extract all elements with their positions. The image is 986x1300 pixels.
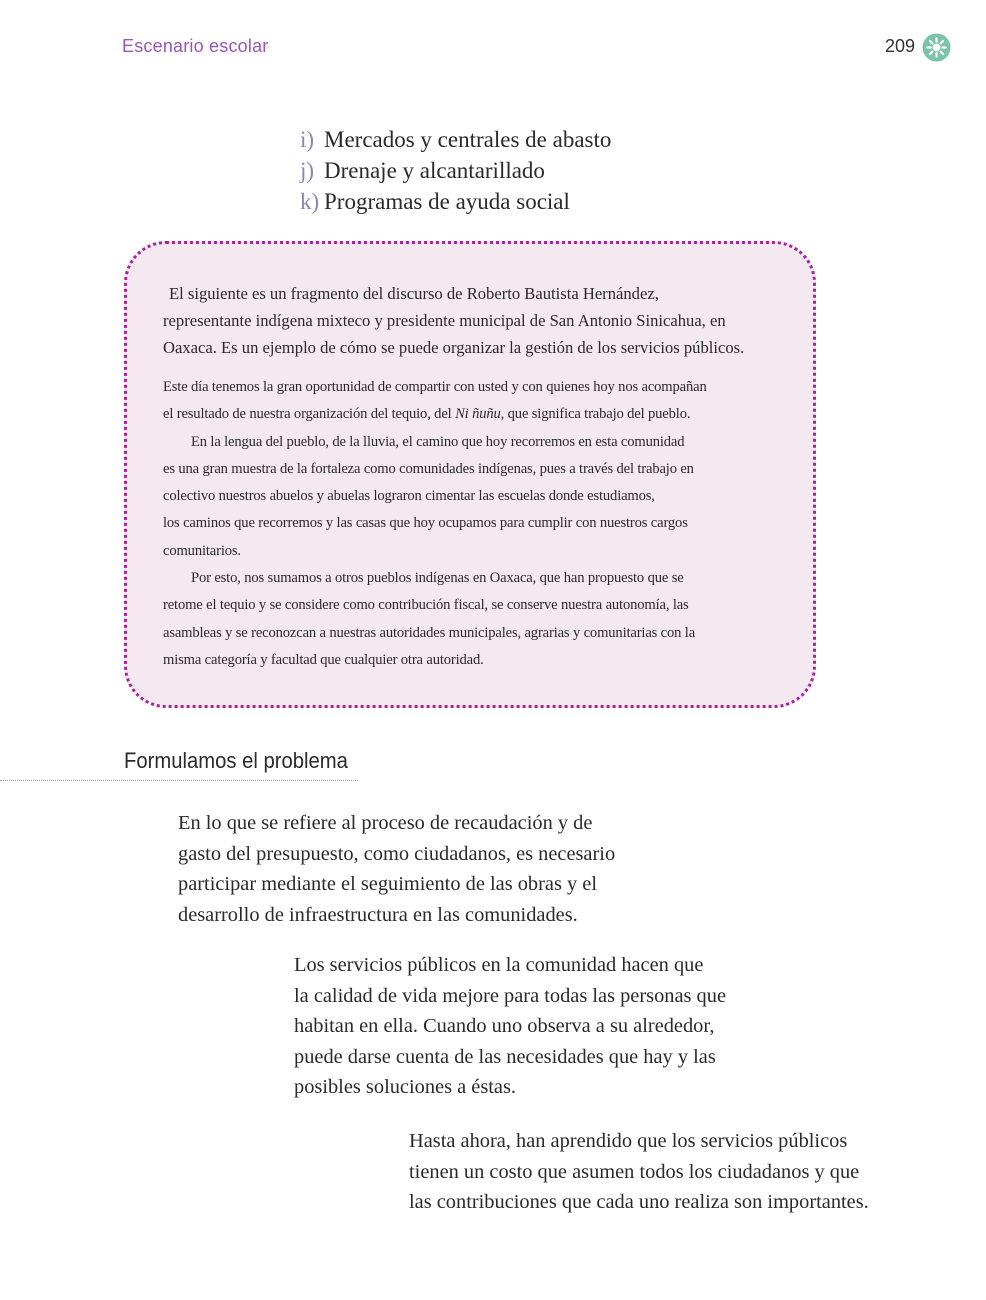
text-line: la calidad de vida mejore para todas las personas que (294, 984, 726, 1007)
text-line: participar mediante el seguimiento de las obras y el (178, 873, 597, 896)
text-line: misma categoría y facultad que cualquier otra autoridad. (163, 651, 484, 668)
text-line: los caminos que recorremos y las casas que hoy ocupamos para cumplir con nuestros cargos (163, 515, 688, 532)
services-list (300, 124, 611, 217)
list-item (300, 124, 611, 155)
speech-quote (163, 374, 803, 674)
text-line: las contribuciones que cada uno realiza son importantes. (409, 1191, 869, 1214)
text-line: comunitarios. (163, 542, 241, 559)
page-number: 209 (885, 36, 916, 56)
text-line: En la lengua del pueblo, de la lluvia, el camino que hoy recorremos en esta comunidad (191, 433, 685, 450)
list-marker: i) (300, 127, 315, 152)
list-item (300, 186, 611, 217)
text-segment: , que significa trabajo del pueblo. (500, 406, 691, 423)
text-line: colectivo nuestros abuelos y abuelas lograron cimentar las escuelas donde estudiamos, (163, 488, 655, 505)
text-line: Por esto, nos sumamos a otros pueblos indígenas en Oaxaca, que han propuesto que se (191, 570, 684, 587)
section-divider (0, 780, 358, 781)
sun-flower-icon (922, 33, 951, 62)
section-heading: Formulamos el problema (124, 748, 348, 773)
paragraph-budget (178, 808, 615, 930)
text-line: es una gran muestra de la fortaleza como comunidades indígenas, pues a través del trabajo en (163, 460, 694, 477)
text-line: Hasta ahora, han aprendido que los servicios públicos (409, 1130, 848, 1152)
text-line: representante indígena mixteco y presidente municipal de San Antonio Sinicahua, en (163, 311, 726, 330)
text-line (163, 401, 803, 428)
list-marker: k) (300, 189, 320, 214)
text-line: gasto del presupuesto, como ciudadanos, es necesario (178, 842, 616, 865)
list-item (300, 155, 611, 186)
paragraph-contributions (409, 1126, 869, 1218)
text-line: retome el tequio y se considere como contribución fiscal, se conserve nuestra autonomía, las (163, 597, 689, 614)
running-header-title: Escenario escolar (122, 36, 269, 56)
text-line: desarrollo de infraestructura en las comunidades. (178, 903, 578, 926)
text-line: En lo que se refiere al proceso de recaudación y de (178, 812, 593, 834)
paragraph-public-services (294, 950, 726, 1103)
text-line: puede darse cuenta de las necesidades que hay y las (294, 1045, 716, 1068)
italic-term: Ni ñuñu (455, 406, 501, 423)
list-item-text: Drenaje y alcantarillado (324, 158, 545, 183)
text-line: Este día tenemos la gran oportunidad de compartir con usted y con quienes hoy nos acompañan (163, 379, 707, 395)
text-line: Oaxaca. Es un ejemplo de cómo se puede organizar la gestión de los servicios públicos. (163, 338, 745, 357)
list-item-text: Programas de ayuda social (324, 189, 570, 214)
text-line: El siguiente es un fragmento del discurso de Roberto Bautista Hernández, (169, 284, 659, 303)
list-marker: j) (300, 158, 315, 183)
text-line: posibles soluciones a éstas. (294, 1076, 516, 1099)
text-line: Los servicios públicos en la comunidad hacen que (294, 954, 704, 976)
text-line: habitan en ella. Cuando uno observa a su alrededor, (294, 1015, 715, 1038)
text-line: asambleas y se reconozcan a nuestras autoridades municipales, agrarias y comunitarias con la (163, 624, 696, 641)
list-item-text: Mercados y centrales de abasto (324, 127, 612, 152)
speech-excerpt-box (124, 241, 816, 708)
text-line: tienen un costo que asumen todos los ciudadanos y que (409, 1160, 860, 1183)
text-segment: el resultado de nuestra organización del tequio, del (163, 406, 456, 423)
excerpt-introduction (163, 280, 803, 361)
